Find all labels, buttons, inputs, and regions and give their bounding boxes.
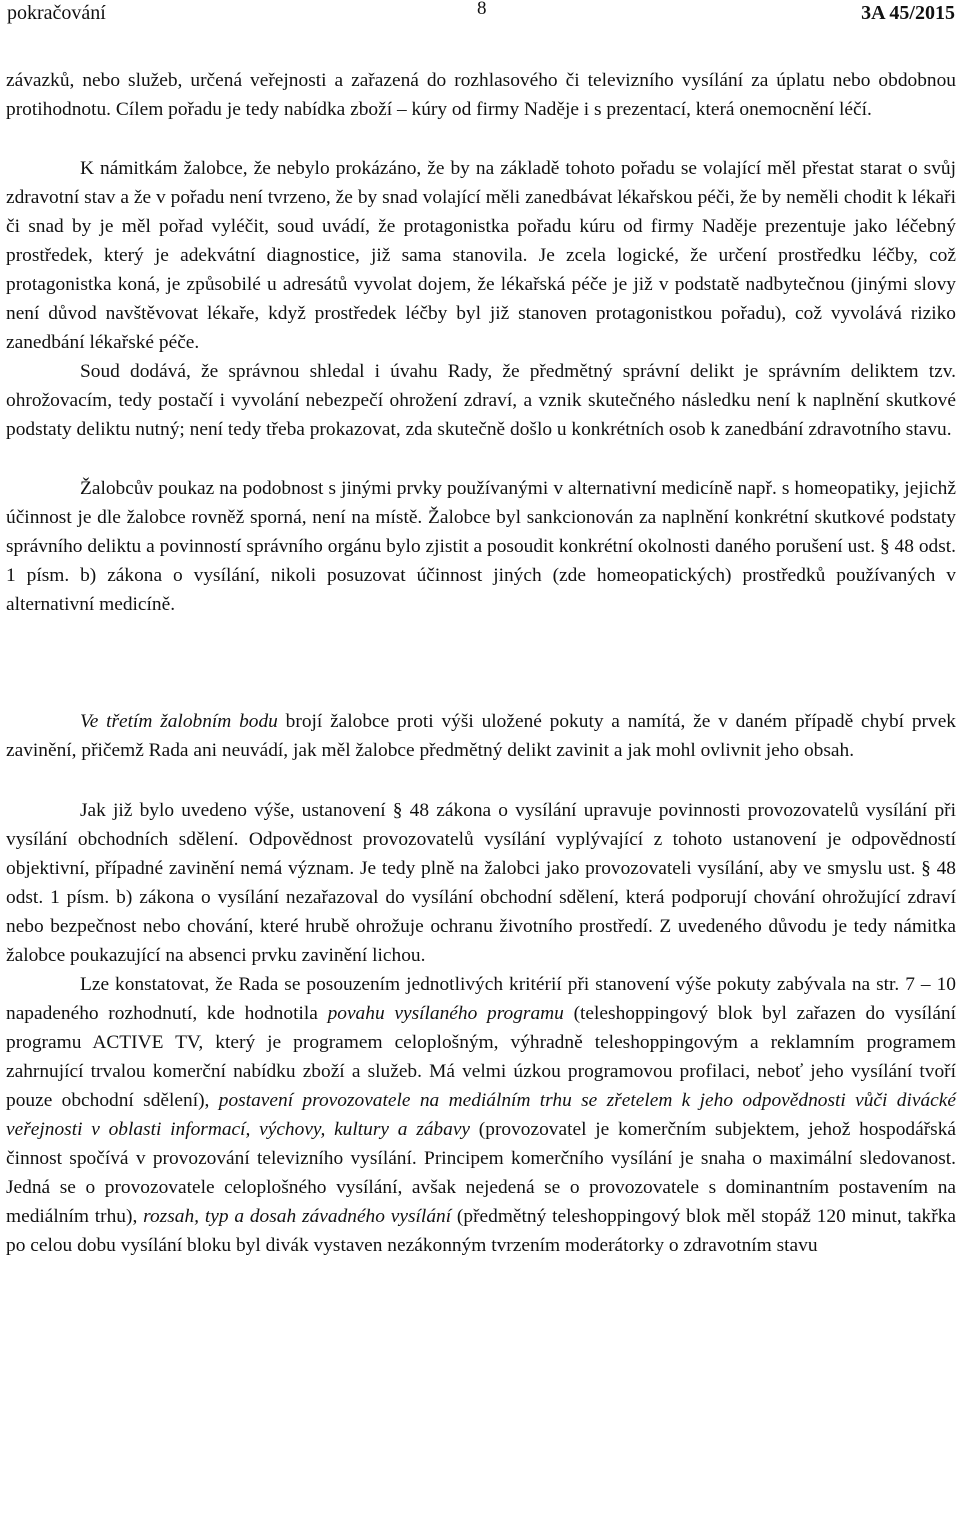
text-segment: (předmětný teleshoppingový blok měl stopáž 120 minut, takřka po celou dobu vysílání bloku byl divák vystaven nezákonným tvrzením moderátorky o zdravotním stavu bbox=[6, 1206, 956, 1256]
text-segment-italic: Ve třetím žalobním bodu bbox=[80, 711, 278, 732]
text-segment: závazků, nebo služeb, určená veřejnosti a zařazená do rozhlasového či televizního vysílání za úplatu nebo obdobnou protihodnotu. Cílem pořadu je tedy nabídka zboží – kúry od firmy Naděje i s prezentací, která onemocnění léčí. bbox=[6, 70, 956, 120]
text-segment: Soud dodává, že správnou shledal i úvahu Rady, že předmětný správní delikt je správním deliktem tzv. ohrožovacím, tedy postačí i vyvolání nebezpečí ohrožení zdraví, a vznik skutečného následku není k naplnění skutkové podstaty deliktu nutný; není tedy třeba prokazovat, zda skutečně došlo u konkrétních osob k zanedbání zdravotního stavu. bbox=[6, 361, 956, 440]
page-header bbox=[7, 0, 955, 36]
text-segment: Jak již bylo uvedeno výše, ustanovení § 48 zákona o vysílání upravuje povinnosti provozovatelů vysílání při vysílání obchodních sdělení. Odpovědnost provozovatelů vysílání vyplývající z tohoto ustanovení je odpovědností objektivní, případné zavinění nemá význam. Je tedy plně na žalobci jako provozovateli vysílání, aby ve smyslu ust. § 48 odst. 1 písm. b) zákona o vysílání nezařazoval do vysílání obchodní sdělení, která podporují chování ohrožující zdraví nebo bezpečnost nebo chování, které hrubě ohrožuje ochranu životního prostředí. Z uvedeného důvodu je tedy námitka žalobce poukazující na absenci prvku zavinění lichou. bbox=[6, 800, 956, 966]
paragraph bbox=[6, 970, 956, 1260]
text-segment: K námitkám žalobce, že nebylo prokázáno, že by na základě tohoto pořadu se volající měl přestat starat o svůj zdravotní stav a že v pořadu není tvrzeno, že by snad volající měli zanedbávat lékařskou péči, že by neměli chodit k lékaři či snad by je měl pořad vyléčit, soud uvádí, že protagonistka pořadu kúru od firmy Naděje prezentuje jako léčebný prostředek, který je adekvátní diagnostice, již sama stanovila. Je zcela logické, že určení prostředku léčby, což protagonistka koná, je způsobilé u adresátů vyvolat dojem, že lékařská péče je již v podstatě nadbytečnou (jinými slovy není důvod navštěvovat lékaře, když prostředek léčby byl již stanoven protagonistkou pořadu), což vyvolává riziko zanedbání lékařské péče. bbox=[6, 158, 956, 353]
paragraph bbox=[6, 154, 956, 357]
continuation-label: pokračování bbox=[7, 2, 106, 24]
text-segment: Lze konstatovat, že Rada se posouzením jednotlivých kritérií při stanovení výše pokuty zabývala na str. 7 – 10 napadeného rozhodnutí, kde hodnotila bbox=[6, 974, 956, 1024]
paragraph bbox=[6, 707, 956, 765]
paragraph bbox=[6, 357, 956, 444]
text-segment-italic: rozsah, typ a dosah závadného vysílání bbox=[143, 1206, 452, 1227]
text-segment: (provozovatel je komerčním subjektem, jehož hospodářská činnost spočívá v provozování televizního vysílání. Principem komerčního vysílání je snaha o maximální sledovanost. Jedná se o provozovatele celoplošného vysílání, avšak nejedená se o provozovatele s dominantním postavením na mediálním trhu), bbox=[6, 1119, 957, 1227]
paragraph bbox=[6, 474, 956, 619]
page-number: 8 bbox=[477, 0, 487, 19]
case-number: 3A 45/2015 bbox=[861, 2, 955, 24]
text-segment: (teleshoppingový blok byl zařazen do vysílání programu ACTIVE TV, který je programem celoplošným, výhradně teleshoppingovým a reklamním programem zahrnující trvalou komerční nabídku zboží a služeb. Má velmi úzkou programovou profilaci, neboť jeho vysílání tvoří pouze obchodní sdělení), bbox=[6, 1003, 957, 1111]
paragraph bbox=[6, 796, 956, 970]
text-segment-italic: postavení provozovatele na mediálním trhu se zřetelem k jeho odpovědnosti vůči divácké veřejnosti v oblasti informací, výchovy, kultury a zábavy bbox=[6, 1090, 956, 1140]
text-segment: Žalobcův poukaz na podobnost s jinými prvky používanými v alternativní medicíně např. s homeopatiky, jejichž účinnost je dle žalobce rovněž sporná, není na místě. Žalobce byl sankcionován za naplnění konkrétní skutkové podstaty správního deliktu a povinností správního orgánu bylo zjistit a posoudit konkrétní okolnosti daného porušení ust. § 48 odst. 1 písm. b) zákona o vysílání, nikoli posuzovat účinnost jiných (zde homeopatických) prostředků používaných v alternativní medicíně. bbox=[6, 478, 956, 615]
text-segment: brojí žalobce proti výši uložené pokuty a namítá, že v daném případě chybí prvek zavinění, přičemž Rada ani neuvádí, jak měl žalobce předmětný delikt zavinit a jak mohl ovlivnit jeho obsah. bbox=[6, 711, 956, 761]
document-body bbox=[6, 66, 956, 1260]
paragraph bbox=[6, 66, 956, 124]
text-segment-italic: povahu vysílaného programu bbox=[327, 1003, 564, 1024]
